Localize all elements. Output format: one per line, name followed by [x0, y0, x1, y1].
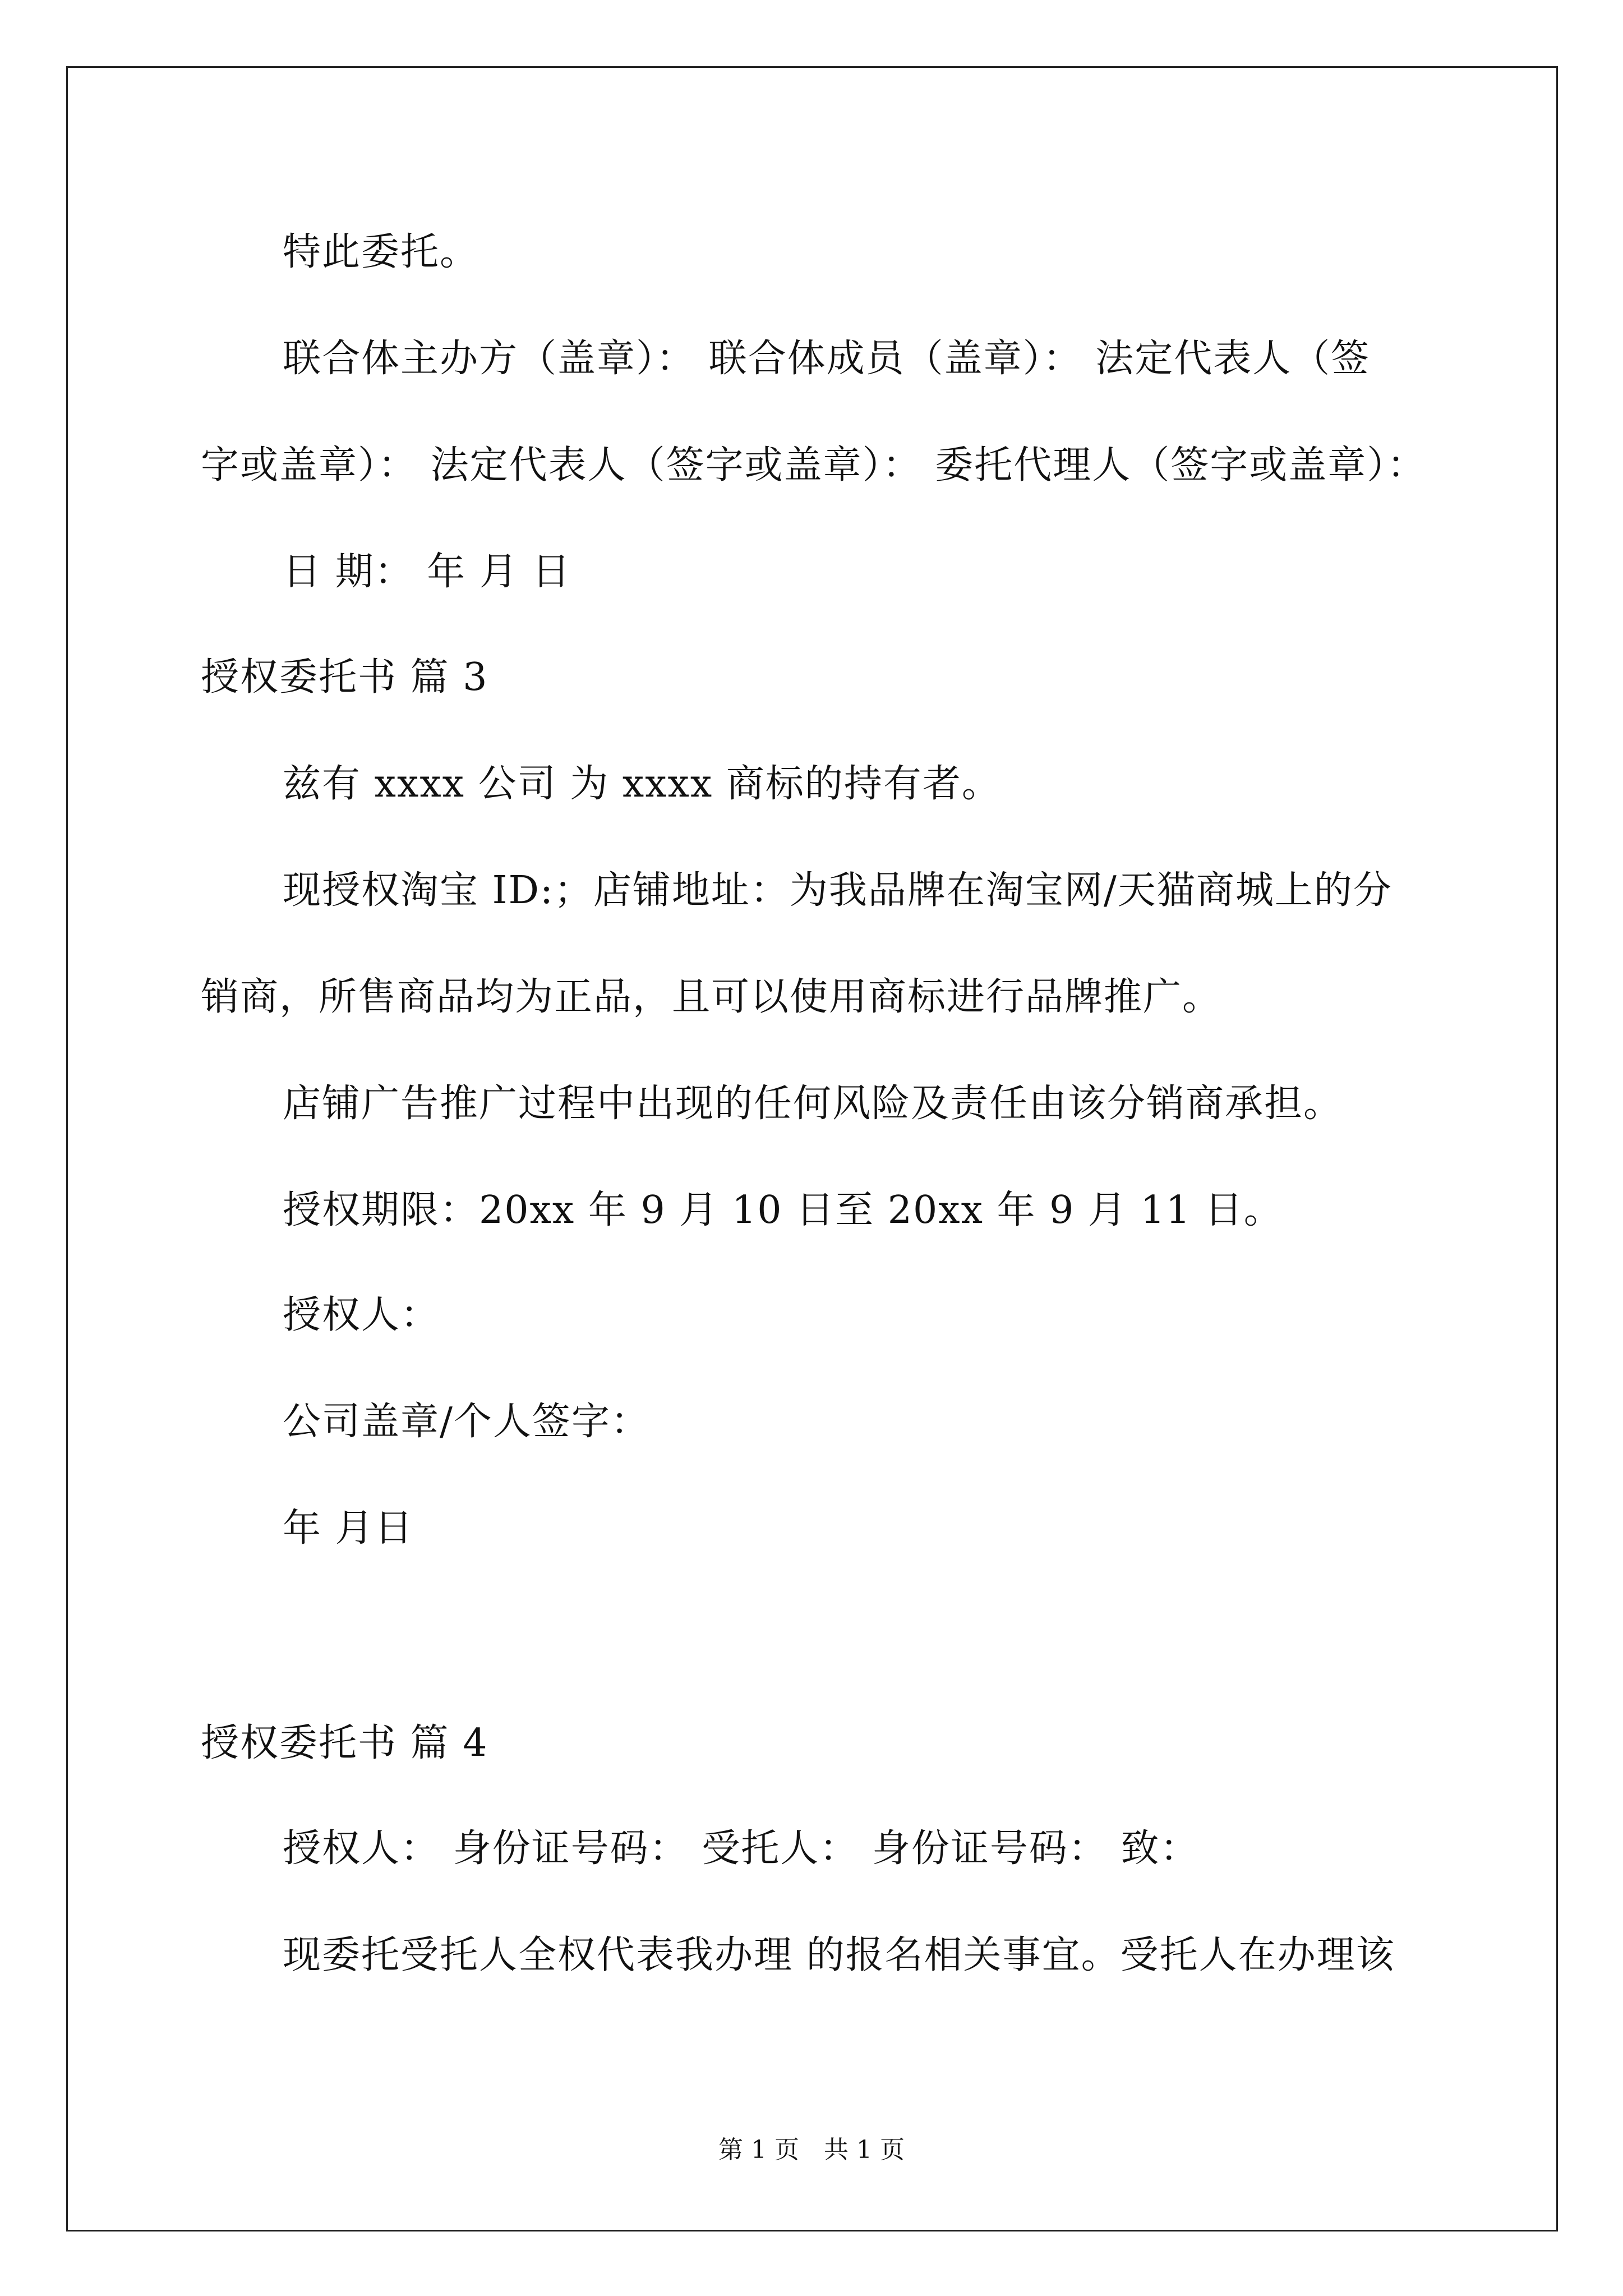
text-line-13: 年 月日: [283, 1506, 414, 1550]
page-footer: 第 1 页 共 1 页: [718, 2136, 905, 2164]
text-line-1: 特此委托。: [283, 230, 479, 274]
section-heading-4: 授权委托书 篇 4: [201, 1721, 488, 1765]
text-line-10: 授权期限：20xx 年 9 月 10 日至 20xx 年 9 月 11 日。: [283, 1188, 1283, 1232]
text-line-6: 兹有 xxxx 公司 为 xxxx 商标的持有者。: [283, 762, 1001, 806]
text-line-16: 现委托受托人全权代表我办理 的报名相关事宜。受托人在办理该: [283, 1933, 1395, 1977]
text-line-3: 字或盖章）： 法定代表人（签字或盖章）： 委托代理人（签字或盖章）：: [201, 443, 1427, 487]
text-line-8: 销商，所售商品均为正品，且可以使用商标进行品牌推广。: [201, 975, 1222, 1019]
text-line-11: 授权人：: [283, 1293, 440, 1337]
text-line-15: 授权人： 身份证号码： 受托人： 身份证号码： 致：: [283, 1826, 1200, 1871]
text-line-4: 日 期： 年 月 日: [283, 550, 571, 594]
text-line-7: 现授权淘宝 ID:；店铺地址：为我品牌在淘宝网/天猫商城上的分: [283, 868, 1393, 913]
text-line-12: 公司盖章/个人签字：: [283, 1400, 650, 1444]
section-heading-3: 授权委托书 篇 3: [201, 655, 488, 700]
text-line-2: 联合体主办方（盖章）： 联合体成员（盖章）： 法定代表人（签: [283, 337, 1371, 381]
page-border: [66, 66, 1558, 2231]
text-line-9: 店铺广告推广过程中出现的任何风险及责任由该分销商承担。: [283, 1082, 1343, 1126]
